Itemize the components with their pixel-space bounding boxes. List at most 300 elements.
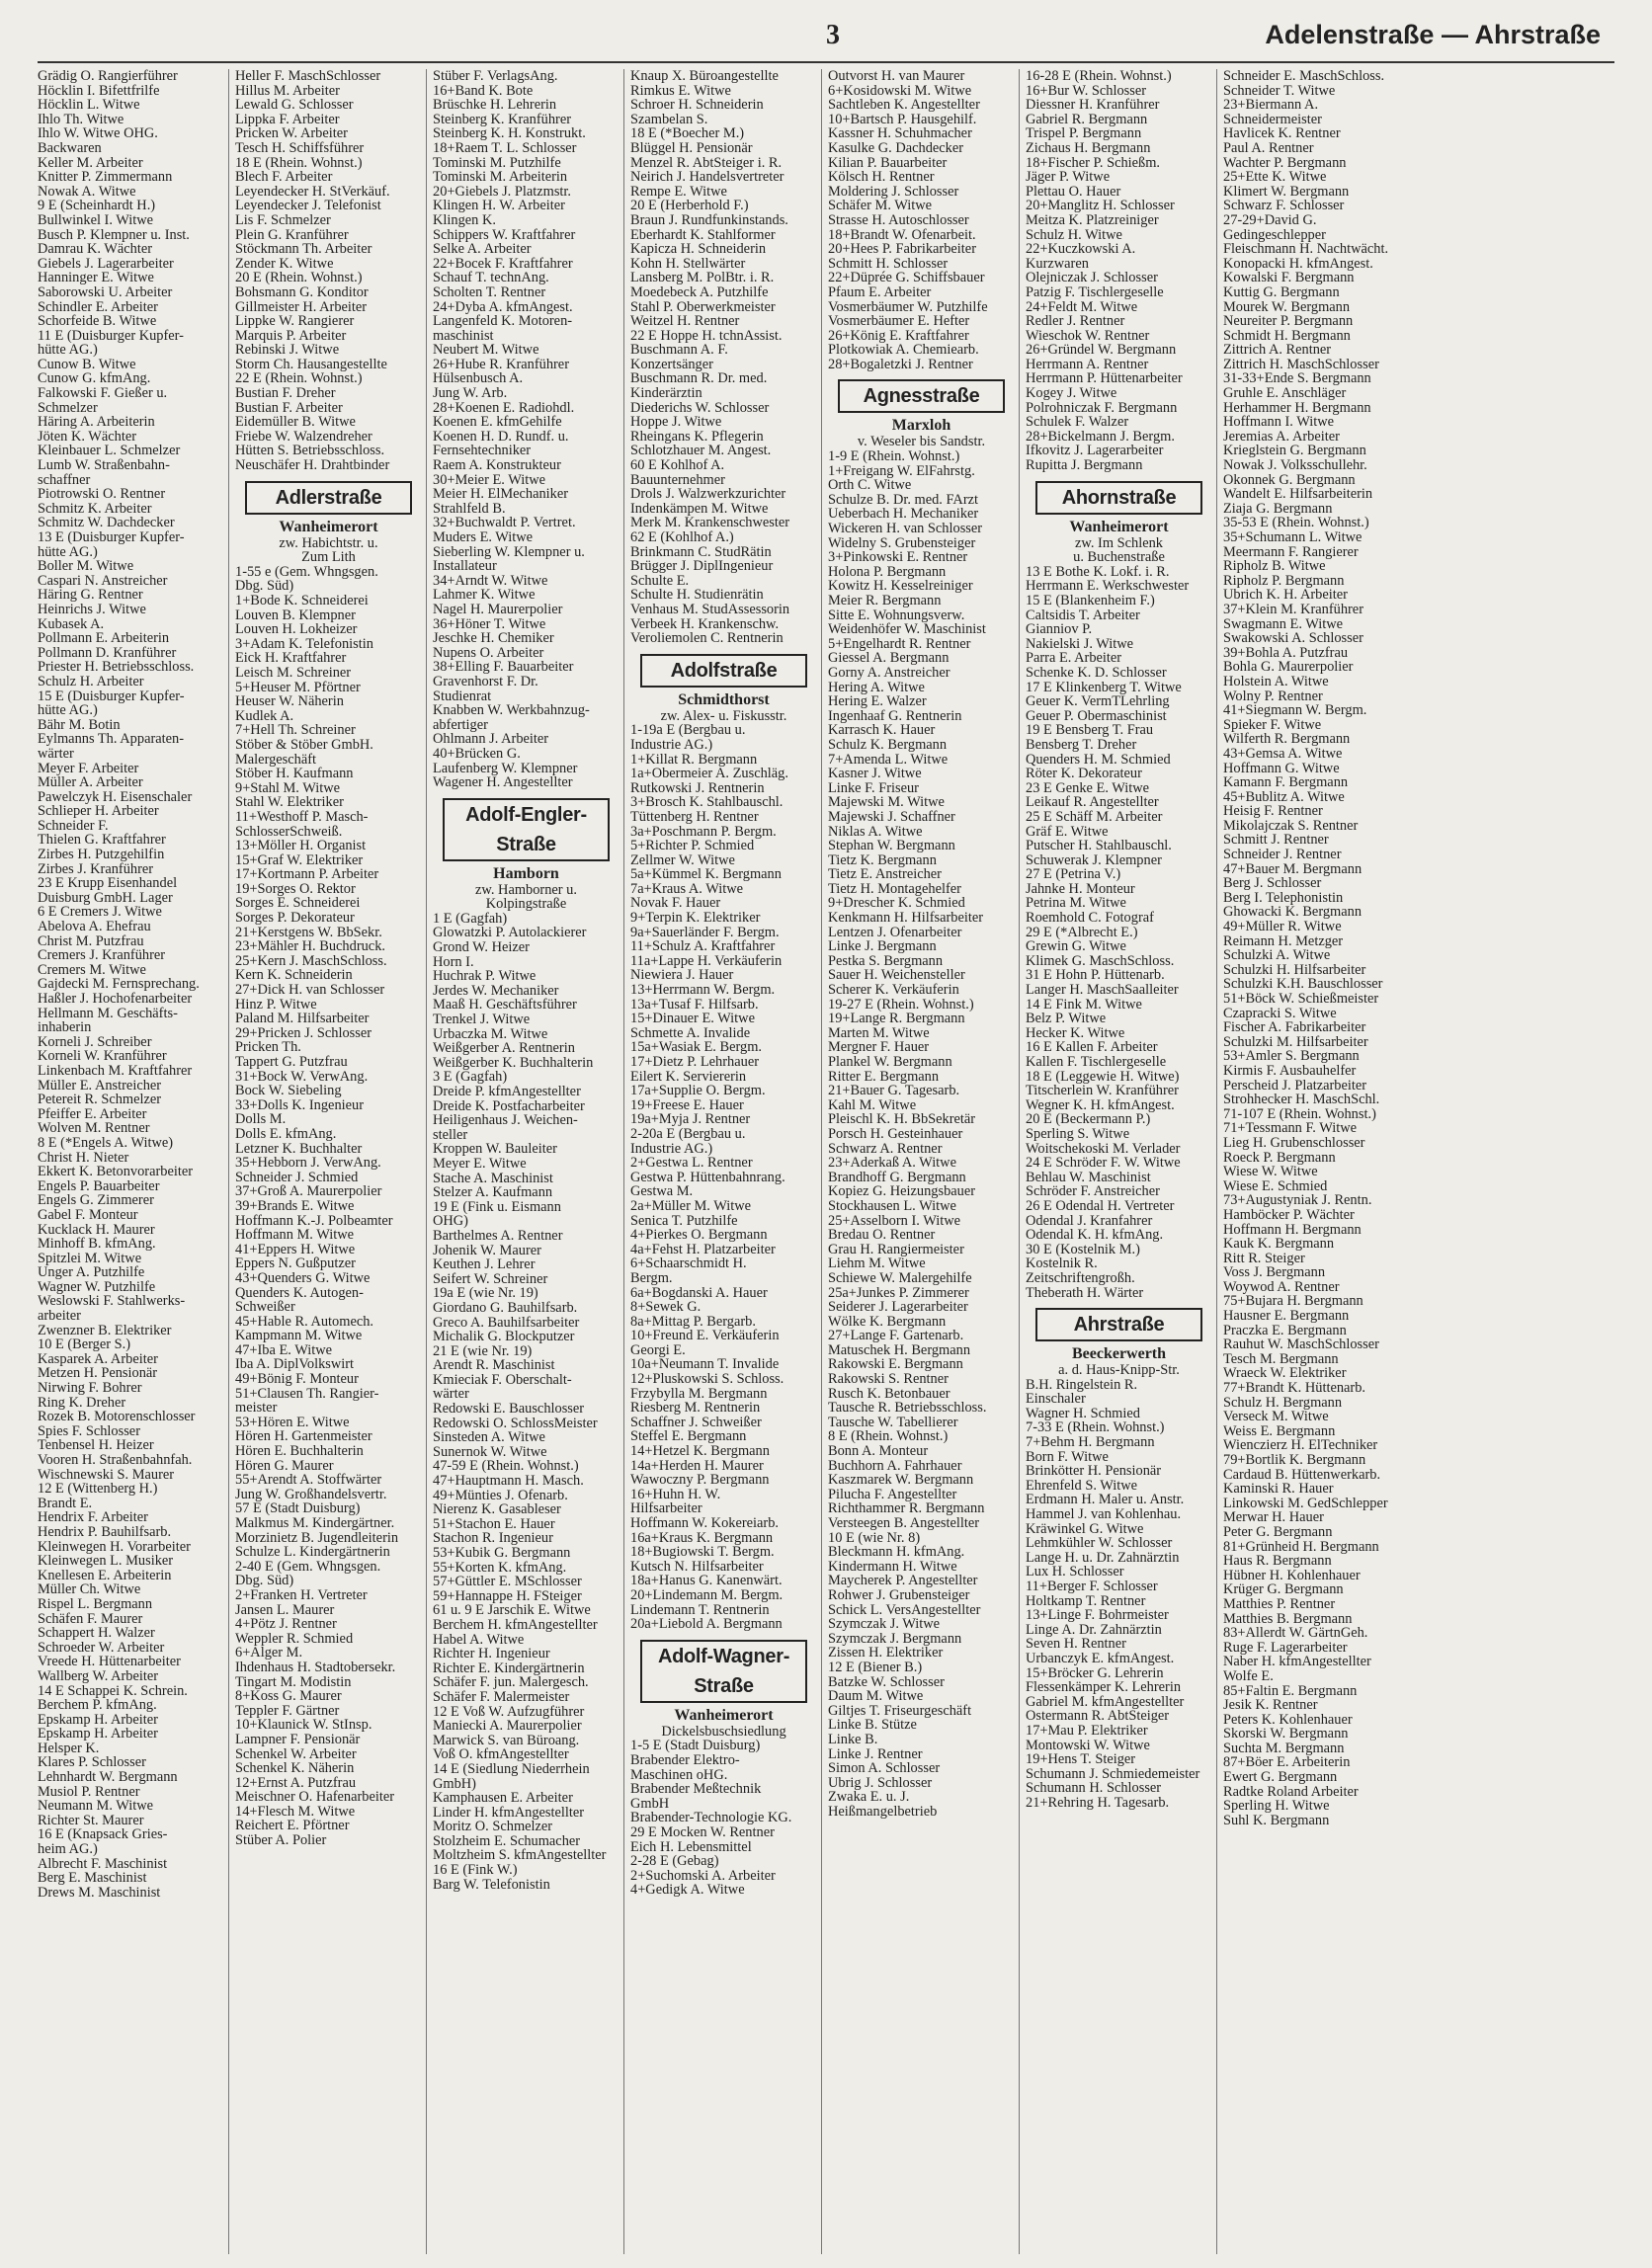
directory-entry: 19+Lange R. Bergmann <box>828 1012 965 1026</box>
directory-entry: Gestwa M. <box>630 1184 694 1199</box>
directory-entry: Konzertsänger <box>630 357 713 372</box>
directory-entry: 10+Bartsch P. Hausgehilf. <box>828 112 977 127</box>
directory-entry: Kasner J. Witwe <box>828 767 922 781</box>
directory-entry: Eich H. Lebensmittel <box>630 1839 752 1855</box>
directory-entry: 1a+Obermeier A. Zuschläg. <box>630 767 788 781</box>
directory-entry: Wawoczny P. Bergmann <box>630 1473 770 1488</box>
directory-entry: Knabben W. Werkbahnzug- <box>433 703 590 718</box>
directory-entry: 25+Kern J. MaschSchloss. <box>235 953 387 969</box>
directory-entry: Roeck P. Bergmann <box>1223 1150 1336 1166</box>
directory-entry: 16 E Kallen F. Arbeiter <box>1026 1040 1158 1055</box>
directory-entry: Kasulke G. Dachdecker <box>828 140 964 156</box>
directory-entry: 11+Schulz A. Kraftfahrer <box>630 939 776 954</box>
directory-entry: Rakowski E. Bergmann <box>828 1357 963 1373</box>
directory-entry: hütte AG.) <box>38 544 98 560</box>
directory-entry: Schulte E. <box>630 573 690 589</box>
directory-entry: 9+Drescher K. Schmied <box>828 896 965 912</box>
directory-entry: 25+Asselborn I. Witwe <box>828 1213 960 1229</box>
directory-entry: Jeschke H. Chemiker <box>433 631 554 646</box>
directory-entry: Schick L. VersAngestellter <box>828 1602 981 1618</box>
directory-entry: Mourek W. Bergmann <box>1223 299 1351 315</box>
directory-entry: Strasse H. Autoschlosser <box>828 212 969 228</box>
directory-entry: Suhl K. Bergmann <box>1223 1813 1330 1828</box>
directory-entry: 20 E (Beckermann P.) <box>1026 1112 1151 1127</box>
directory-entry: inhaberin <box>38 1020 92 1035</box>
directory-entry: 16+Band K. Bote <box>433 83 534 99</box>
directory-entry: 17+Mau P. Elektriker <box>1026 1723 1148 1739</box>
directory-entry: Unger A. Putzhilfe <box>38 1265 145 1280</box>
directory-entry: 18+Fischer P. Schießm. <box>1026 155 1161 171</box>
directory-entry: Eilert K. Serviererin <box>630 1069 747 1085</box>
directory-entry: 8+Koss G. Maurer <box>235 1689 342 1704</box>
directory-entry: Georgi E. <box>630 1342 686 1358</box>
directory-entry: Schulte H. Studienrätin <box>630 588 764 603</box>
directory-entry: 22 E (Rhein. Wohnst.) <box>235 371 363 387</box>
directory-entry: 21 E (wie Nr. 19) <box>433 1343 533 1359</box>
directory-entry: Langenfeld K. Motoren- <box>433 314 573 329</box>
directory-columns <box>38 69 1618 2254</box>
directory-entry: 6 E Cremers J. Witwe <box>38 905 162 921</box>
directory-entry: Kindermann H. Witwe <box>828 1559 957 1575</box>
directory-entry: 49+Münties J. Ofenarb. <box>433 1488 568 1503</box>
directory-entry: Industrie AG.) <box>630 1141 713 1157</box>
district-heading: Wanheimerort <box>279 518 378 535</box>
directory-entry: 40+Brücken G. <box>433 746 521 762</box>
directory-entry: Schenkel W. Arbeiter <box>235 1746 357 1762</box>
directory-entry: Krüger G. Bergmann <box>1223 1582 1344 1597</box>
column-5 <box>828 69 1020 2254</box>
directory-entry: 51+Stachon E. Hauer <box>433 1516 555 1532</box>
directory-entry: Herrmann P. Hüttenarbeiter <box>1026 371 1183 387</box>
directory-entry: Studienrat <box>433 688 492 704</box>
directory-entry: Schumann J. Schmiedemeister <box>1026 1766 1200 1782</box>
directory-entry: Stahl W. Elektriker <box>235 795 344 810</box>
directory-entry: Marwick S. van Büroang. <box>433 1733 580 1748</box>
directory-entry: Stüber F. VerlagsAng. <box>433 69 558 84</box>
directory-entry: Niklas A. Witwe <box>828 824 923 840</box>
directory-entry: Gedingeschlepper <box>1223 227 1326 243</box>
directory-entry: Röter K. Dekorateur <box>1026 767 1142 781</box>
directory-entry: Schenkel K. Näherin <box>235 1761 355 1776</box>
directory-entry: Gajdecki M. Fernsprechang. <box>38 977 200 992</box>
directory-entry: Gillmeister H. Arbeiter <box>235 299 368 315</box>
directory-entry: Konopacki H. kfmAngest. <box>1223 256 1373 272</box>
directory-entry: 20+Lindemann M. Bergm. <box>630 1587 784 1603</box>
directory-entry: Einschaler <box>1026 1392 1086 1407</box>
directory-entry: 28+Koenen E. Radiohdl. <box>433 400 575 416</box>
directory-entry: Neuschäfer H. Drahtbinder <box>235 458 390 473</box>
directory-entry: Schappert H. Walzer <box>38 1626 155 1641</box>
directory-entry: 20 E (Rhein. Wohnst.) <box>235 271 363 285</box>
directory-entry: Damrau K. Wächter <box>38 242 153 257</box>
directory-entry: 4+Pierkes O. Bergmann <box>630 1228 768 1243</box>
directory-entry: Ubrich K. H. Arbeiter <box>1223 588 1348 603</box>
directory-entry: Vosmerbäumer E. Hefter <box>828 314 970 329</box>
directory-entry: Schweißer <box>235 1300 295 1315</box>
directory-entry: Brüschke H. Lehrerin <box>433 98 557 113</box>
directory-entry: Rimkus E. Witwe <box>630 83 731 99</box>
directory-entry: Eidemüller B. Witwe <box>235 415 356 430</box>
directory-entry: 10+Klaunick W. StInsp. <box>235 1718 372 1733</box>
directory-entry: Gravenhorst F. Dr. <box>433 674 538 689</box>
directory-entry: 71-107 E (Rhein. Wohnst.) <box>1223 1106 1376 1122</box>
directory-entry: meister <box>235 1401 278 1416</box>
directory-entry: Steinberg K. Kranführer <box>433 112 571 127</box>
directory-entry: Nakielski J. Witwe <box>1026 636 1134 652</box>
directory-entry: 45+Hable R. Automech. <box>235 1314 374 1330</box>
directory-entry: Engels G. Zimmerer <box>38 1193 154 1208</box>
page-title: Adelenstraße — Ahrstraße <box>1265 20 1601 49</box>
directory-entry: Voß O. kfmAngestellter <box>433 1747 569 1762</box>
directory-entry: Matuschek H. Bergmann <box>828 1342 971 1358</box>
directory-entry: 6+Alger M. <box>235 1646 303 1660</box>
directory-entry: Hoffmann I. Witwe <box>1223 415 1334 430</box>
directory-entry: Epskamp H. Arbeiter <box>38 1712 158 1728</box>
directory-entry: Ehrenfeld S. Witwe <box>1026 1478 1138 1494</box>
directory-entry: Haus R. Bergmann <box>1223 1554 1332 1569</box>
directory-entry: Reichert E. Pförtner <box>235 1819 350 1834</box>
directory-entry: Wischnewski S. Maurer <box>38 1467 175 1483</box>
directory-entry: Erdmann H. Maler u. Anstr. <box>1026 1493 1185 1508</box>
directory-entry: Outvorst H. van Maurer <box>828 69 965 84</box>
directory-entry: Ihlo W. Witwe OHG. <box>38 126 158 141</box>
directory-entry: 25a+Junkes P. Zimmerer <box>828 1285 969 1301</box>
directory-entry: Schulzki M. Hilfsarbeiter <box>1223 1034 1368 1050</box>
directory-entry: SchlosserSchweiß. <box>235 824 343 840</box>
street-location-note: Dickelsbuschsiedlung <box>661 1723 786 1740</box>
directory-entry: Caspari N. Anstreicher <box>38 573 168 589</box>
directory-entry: Kurzwaren <box>1026 256 1089 272</box>
directory-entry: Szymczak J. Bergmann <box>828 1631 962 1647</box>
directory-entry: Höcklin L. Witwe <box>38 98 140 113</box>
directory-entry: 43+Gemsa A. Witwe <box>1223 746 1343 762</box>
directory-entry: 3+Pinkowski E. Rentner <box>828 550 968 565</box>
directory-entry: Wieschok W. Rentner <box>1026 328 1150 344</box>
directory-entry: Fleischmann H. Nachtwächt. <box>1223 242 1389 257</box>
directory-entry: Schneider J. Schmied <box>235 1170 359 1185</box>
directory-entry: Schäfer F. jun. Malergesch. <box>433 1675 589 1690</box>
directory-entry: Schmette A. Invalide <box>630 1025 751 1041</box>
directory-entry: Kräwinkel G. Witwe <box>1026 1521 1144 1537</box>
directory-entry: 25+Ette K. Witwe <box>1223 170 1327 185</box>
directory-entry: Belz P. Witwe <box>1026 1012 1107 1026</box>
directory-entry: 13+Herrmann W. Bergm. <box>630 983 776 998</box>
directory-entry: Ring K. Dreher <box>38 1395 126 1411</box>
directory-entry: 45+Bublitz A. Witwe <box>1223 789 1345 805</box>
directory-entry: Stüber A. Polier <box>235 1833 327 1848</box>
directory-entry: Moldering J. Schlosser <box>828 184 959 200</box>
directory-entry: 23+Aderkaß A. Witwe <box>828 1156 956 1171</box>
directory-entry: 7-33 E (Rhein. Wohnst.) <box>1026 1420 1165 1436</box>
directory-entry: Dolls M. <box>235 1112 287 1127</box>
directory-entry: Stahl P. Oberwerkmeister <box>630 299 776 315</box>
directory-entry: Teppler F. Gärtner <box>235 1703 340 1719</box>
directory-entry: Tietz E. Anstreicher <box>828 867 942 882</box>
directory-entry: wärter <box>433 1387 469 1403</box>
directory-entry: Weißgerber K. Buchhalterin <box>433 1055 594 1071</box>
directory-entry: Strohhecker H. MaschSchl. <box>1223 1093 1380 1107</box>
directory-entry: Berchem H. kfmAngestellter <box>433 1617 598 1633</box>
directory-entry: 19+Hens T. Steiger <box>1026 1752 1136 1767</box>
directory-entry: Schröder F. Anstreicher <box>1026 1184 1160 1199</box>
directory-entry: 17+Dietz P. Lehrhauer <box>630 1055 759 1070</box>
directory-entry: Born F. Witwe <box>1026 1449 1109 1465</box>
directory-entry: Diederichs W. Schlosser <box>630 400 770 416</box>
directory-entry: 71+Tessmann F. Witwe <box>1223 1121 1358 1136</box>
directory-entry: Schuwerak J. Klempner <box>1026 852 1162 868</box>
directory-entry: 38+Elling F. Bauarbeiter <box>433 660 574 675</box>
directory-entry: 60 E Kohlhof A. <box>630 458 725 473</box>
directory-entry: Stephan W. Bergmann <box>828 839 955 853</box>
directory-entry: Simon A. Schlosser <box>828 1761 941 1776</box>
directory-entry: Sperling S. Witwe <box>1026 1126 1130 1142</box>
directory-entry: Nowak A. Witwe <box>38 184 136 200</box>
directory-entry: Grond W. Heizer <box>433 940 530 955</box>
directory-entry: 55+Arendt A. Stoffwärter <box>235 1473 382 1488</box>
directory-entry: Bustian F. Dreher <box>235 386 336 401</box>
directory-entry: Linke B. <box>828 1732 878 1747</box>
column-7 <box>1223 69 1415 2254</box>
directory-entry: 2+Franken H. Vertreter <box>235 1587 368 1603</box>
directory-entry: Wilferth R. Bergmann <box>1223 732 1351 747</box>
directory-entry: Riesberg M. Rentnerin <box>630 1401 761 1416</box>
directory-entry: Schulz H. Bergmann <box>1223 1395 1343 1411</box>
header-rule <box>38 61 1614 63</box>
street-location-note: Kolpingstraße <box>485 896 567 913</box>
directory-entry: Peter G. Bergmann <box>1223 1524 1333 1540</box>
directory-entry: Schäfer F. Malermeister <box>433 1689 570 1705</box>
directory-entry: Rauhut W. MaschSchlosser <box>1223 1337 1379 1352</box>
directory-entry: Schauf T. technAng. <box>433 271 549 285</box>
directory-entry: 21+Kerstgens W. BbSekr. <box>235 925 382 940</box>
directory-entry: Schulze L. Kindergärtnerin <box>235 1545 390 1560</box>
directory-entry: Perscheid J. Platzarbeiter <box>1223 1078 1367 1094</box>
directory-entry: Hellmann M. Geschäfts- <box>38 1006 178 1021</box>
directory-entry: 31+Bock W. VerwAng. <box>235 1069 369 1085</box>
directory-entry: 14a+Herden H. Maurer <box>630 1458 764 1474</box>
directory-entry: Schulzki K.H. Bauschlosser <box>1223 977 1383 992</box>
directory-entry: Heißmangelbetrieb <box>828 1804 938 1820</box>
directory-entry: Diessner H. Kranführer <box>1026 98 1160 113</box>
directory-entry: Scherer K. Verkäuferin <box>828 983 959 998</box>
directory-entry: 12+Ernst A. Putzfrau <box>235 1775 357 1791</box>
directory-entry: Kleinwegen H. Vorarbeiter <box>38 1539 191 1555</box>
directory-entry: Linke F. Friseur <box>828 780 919 796</box>
directory-entry: Nirwing F. Bohrer <box>38 1381 142 1396</box>
directory-entry: Wolny P. Rentner <box>1223 688 1323 704</box>
directory-entry: Lansberg M. PolBtr. i. R. <box>630 271 775 285</box>
directory-entry: Brügger J. DiplIngenieur <box>630 559 774 574</box>
directory-entry: Wienczierz H. ElTechniker <box>1223 1438 1378 1453</box>
directory-entry: Kamphausen E. Arbeiter <box>433 1791 573 1806</box>
directory-entry: Spieker F. Witwe <box>1223 717 1322 733</box>
directory-entry: 10a+Neumann T. Invalide <box>630 1357 780 1373</box>
directory-entry: Bohsmann G. Konditor <box>235 284 369 300</box>
column-4 <box>630 69 822 2254</box>
directory-entry: Weiss E. Bergmann <box>1223 1423 1336 1439</box>
directory-entry: Stöber & Stöber GmbH. <box>235 737 373 753</box>
street-heading: Ahrstraße <box>1035 1308 1202 1341</box>
directory-entry: 10 E (wie Nr. 8) <box>828 1530 921 1546</box>
directory-entry: Jansen L. Maurer <box>235 1602 335 1618</box>
directory-entry: Bustian F. Arbeiter <box>235 400 343 416</box>
directory-entry: Cunow B. Witwe <box>38 357 136 372</box>
directory-entry: Schlieper H. Arbeiter <box>38 804 159 819</box>
directory-entry: Moedebeck A. Putzhilfe <box>630 284 769 300</box>
directory-entry: Pollmann E. Arbeiterin <box>38 631 170 646</box>
directory-entry: 26+Hube R. Kranführer <box>433 357 569 372</box>
directory-entry: 11 E (Duisburger Kupfer- <box>38 328 184 344</box>
directory-entry: Giordano G. Bauhilfsarb. <box>433 1300 578 1316</box>
directory-entry: Hören E. Buchhalterin <box>235 1444 364 1459</box>
directory-entry: Korneli W. Kranführer <box>38 1049 167 1064</box>
directory-entry: Malkmus M. Kindergärtner. <box>235 1516 395 1531</box>
directory-entry: Fernsehtechniker <box>433 444 532 459</box>
directory-entry: Saborowski U. Arbeiter <box>38 284 173 300</box>
directory-entry: Pestka S. Bergmann <box>828 953 944 969</box>
directory-entry: 29 E (*Albrecht E.) <box>1026 925 1138 940</box>
directory-entry: Giltjes T. Friseurgeschäft <box>828 1703 972 1719</box>
directory-entry: Kinderärztin <box>630 386 702 401</box>
directory-entry: Woywod A. Rentner <box>1223 1279 1340 1295</box>
directory-entry: Olejniczak J. Schlosser <box>1026 271 1158 285</box>
directory-entry: 17+Kortmann P. Arbeiter <box>235 867 379 882</box>
directory-entry: Pleischl K. H. BbSekretär <box>828 1112 976 1127</box>
directory-entry: Tietz H. Montagehelfer <box>828 881 961 897</box>
directory-entry: Orth C. Witwe <box>828 478 912 493</box>
directory-entry: Sorges E. Schneiderei <box>235 896 361 912</box>
directory-entry: 14+Hetzel K. Bergmann <box>630 1444 770 1459</box>
column-6 <box>1026 69 1217 2254</box>
directory-entry: 47-59 E (Rhein. Wohnst.) <box>433 1459 579 1475</box>
directory-entry: Schulzki A. Witwe <box>1223 948 1331 963</box>
directory-entry: Brandt E. <box>38 1496 93 1511</box>
directory-entry: Gorny A. Anstreicher <box>828 665 950 681</box>
directory-entry: Sperling H. Witwe <box>1223 1799 1330 1814</box>
directory-entry: Meier R. Bergmann <box>828 594 942 608</box>
directory-entry: Trenkel J. Witwe <box>433 1012 531 1027</box>
directory-entry: Korneli J. Schreiber <box>38 1034 152 1050</box>
directory-entry: 19+Freese E. Hauer <box>630 1097 744 1113</box>
directory-entry: Helsper K. <box>38 1741 100 1756</box>
directory-entry: 15a+Wasiak E. Bergm. <box>630 1040 762 1055</box>
directory-entry: 25 E Schäff M. Arbeiter <box>1026 809 1163 825</box>
directory-entry: Engels P. Bauarbeiter <box>38 1178 160 1194</box>
directory-entry: 1 E (Gagfah) <box>433 911 508 927</box>
directory-entry: Schulze B. Dr. med. FArzt <box>828 492 979 508</box>
directory-entry: Ritter E. Bergmann <box>828 1069 940 1085</box>
directory-entry: Tominski M. Arbeiterin <box>433 170 568 185</box>
directory-entry: Dolls E. kfmAng. <box>235 1126 337 1142</box>
directory-entry: Hören H. Gartenmeister <box>235 1429 372 1445</box>
directory-entry: Maniecki A. Maurerpolier <box>433 1719 582 1734</box>
directory-entry: Ewert G. Bergmann <box>1223 1770 1338 1785</box>
directory-entry: Menzel R. AbtSteiger i. R. <box>630 155 783 171</box>
directory-entry: Höcklin I. Bifettfrilfe <box>38 83 160 99</box>
directory-entry: Bleckmann H. kfmAng. <box>828 1545 965 1560</box>
directory-entry: Koenen E. kfmGehilfe <box>433 415 562 430</box>
directory-entry: Kahl M. Witwe <box>828 1097 917 1113</box>
directory-entry: 13a+Tusaf F. Hilfsarb. <box>630 997 759 1012</box>
directory-entry: Klimek G. MaschSchloss. <box>1026 953 1175 969</box>
directory-entry: Laufenberg W. Klempner <box>433 761 578 776</box>
directory-entry: Kölsch H. Rentner <box>828 170 935 185</box>
directory-entry: Tausche W. Tabellierer <box>828 1415 958 1430</box>
directory-entry: 12 E (Biener B.) <box>828 1660 923 1675</box>
directory-entry: 14 E Schappei K. Schrein. <box>38 1683 188 1699</box>
directory-entry: Schneider E. MaschSchloss. <box>1223 69 1385 84</box>
directory-entry: Raem A. Konstrukteur <box>433 458 561 473</box>
directory-entry: 53+Hören E. Witwe <box>235 1415 350 1430</box>
directory-entry: 5+Engelhardt R. Rentner <box>828 636 971 652</box>
directory-entry: Rusch K. Betonbauer <box>828 1386 950 1402</box>
directory-entry: Louven B. Klempner <box>235 608 356 623</box>
directory-entry: Bergm. <box>630 1270 673 1286</box>
directory-entry: Priester H. Betriebsschloss. <box>38 660 195 675</box>
directory-entry: Marten M. Witwe <box>828 1025 930 1041</box>
directory-entry: 51+Böck W. Schießmeister <box>1223 992 1379 1007</box>
directory-entry: 1-55 e (Gem. Whngsgen. <box>235 564 378 580</box>
directory-entry: Busch P. Klempner u. Inst. <box>38 227 190 243</box>
directory-entry: Stache A. Maschinist <box>433 1171 553 1186</box>
directory-entry: Gabriel R. Bergmann <box>1026 112 1148 127</box>
directory-entry: 16 E (Fink W.) <box>433 1863 518 1878</box>
directory-entry: Schmidt H. Bergmann <box>1223 328 1351 344</box>
directory-entry: Installateur <box>433 559 497 574</box>
directory-entry: 12+Pluskowski S. Schloss. <box>630 1372 785 1387</box>
directory-entry: Jöten K. Wächter <box>38 429 137 445</box>
directory-entry: 19+Sorges O. Rektor <box>235 881 356 897</box>
directory-entry: Heuser W. Näherin <box>235 694 344 709</box>
directory-entry: 77+Brandt K. Hüttenarb. <box>1223 1381 1365 1396</box>
directory-entry: 53+Kubik G. Bergmann <box>433 1546 571 1561</box>
directory-entry: Lippka F. Arbeiter <box>235 112 340 127</box>
directory-entry: Bohla G. Maurerpolier <box>1223 660 1354 675</box>
directory-entry: Schiewe W. Malergehilfe <box>828 1270 972 1286</box>
directory-entry: Bonn A. Monteur <box>828 1444 929 1459</box>
directory-entry: Rupitta J. Bergmann <box>1026 458 1143 473</box>
directory-entry: Rispel L. Bergmann <box>38 1596 153 1612</box>
directory-entry: Drews M. Maschinist <box>38 1885 161 1901</box>
directory-entry: Zichaus H. Bergmann <box>1026 140 1151 156</box>
directory-entry: Zittrich H. MaschSchlosser <box>1223 357 1379 372</box>
directory-entry: Kmieciak F. Oberschalt- <box>433 1372 572 1388</box>
directory-entry: 9+Stahl M. Witwe <box>235 780 341 796</box>
directory-entry: Veroliemolen C. Rentnerin <box>630 631 784 646</box>
directory-entry: hütte AG.) <box>38 343 98 358</box>
directory-entry: Schroeder W. Arbeiter <box>38 1640 165 1656</box>
directory-entry: 22 E Hoppe H. tchnAssist. <box>630 328 783 344</box>
directory-entry: Bock W. Siebeling <box>235 1084 342 1098</box>
directory-entry: Wolven M. Rentner <box>38 1121 150 1136</box>
directory-entry: Gabriel M. kfmAngestellter <box>1026 1694 1185 1710</box>
directory-entry: Haßler J. Hochofenarbeiter <box>38 992 193 1007</box>
directory-entry: Brinkmann C. StudRätin <box>630 544 772 560</box>
directory-entry: Woitschekoski M. Verlader <box>1026 1141 1181 1157</box>
directory-entry: Hendrix F. Arbeiter <box>38 1510 148 1525</box>
directory-entry: Versteegen B. Angestellter <box>828 1516 980 1531</box>
directory-entry: 35-53 E (Rhein. Wohnst.) <box>1223 516 1369 530</box>
directory-entry: 4a+Fehst H. Platzarbeiter <box>630 1242 776 1257</box>
directory-entry: Kasparek A. Arbeiter <box>38 1351 158 1367</box>
directory-entry: Peters K. Kohlenhauer <box>1223 1712 1353 1728</box>
directory-entry: Storm Ch. Hausangestellte <box>235 357 387 372</box>
directory-entry: Meitza K. Platzreiniger <box>1026 212 1159 228</box>
directory-entry: 49+Müller R. Witwe <box>1223 920 1342 934</box>
directory-entry: Sitte E. Wohnungsverw. <box>828 608 965 623</box>
directory-entry: Eylmanns Th. Apparaten- <box>38 732 185 747</box>
directory-entry: 12 E (Wittenberg H.) <box>38 1482 158 1497</box>
